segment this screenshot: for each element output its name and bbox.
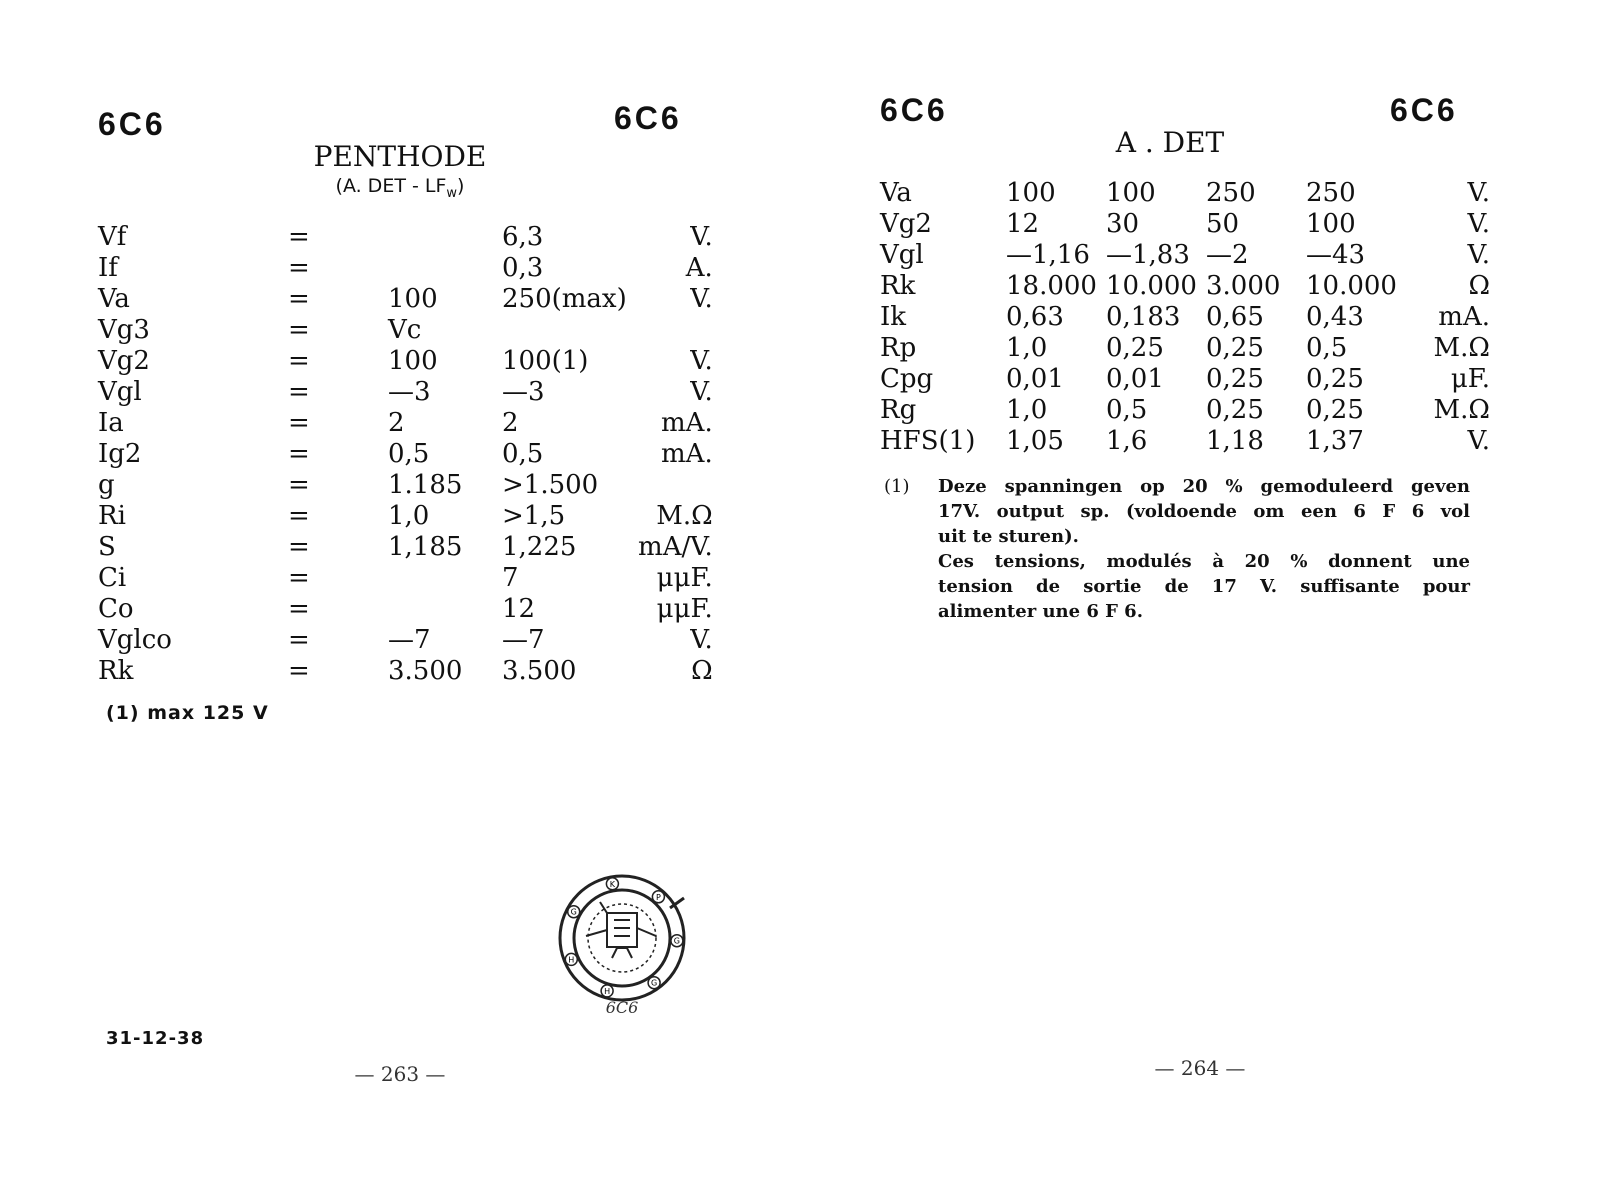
unit: V. — [690, 284, 713, 314]
parameter-symbol: Co — [98, 594, 134, 624]
value-col4: 1,37 — [1306, 426, 1364, 456]
value-col2: 3.500 — [502, 656, 577, 686]
value-col2: —7 — [502, 625, 545, 655]
value-col1: 3.500 — [388, 656, 463, 686]
value-col2: 1,225 — [502, 532, 577, 562]
socket-pin-label: P — [655, 892, 661, 902]
unit: Ω — [691, 656, 713, 686]
parameter-symbol: Rk — [880, 271, 916, 301]
parameter-symbol: Ri — [98, 501, 126, 531]
value-col1: 0,63 — [1006, 302, 1064, 332]
footnote-line: tension de sortie de 17 V. suffisante pour — [938, 576, 1470, 597]
value-col4: 250 — [1306, 178, 1356, 208]
page-subtitle: (A. DET - $LF_w$) — [335, 175, 465, 201]
parameter-symbol: g — [98, 470, 115, 500]
value-col1: 100 — [388, 346, 438, 376]
value-col2: >1,5 — [502, 501, 566, 531]
parameter-symbol: Rp — [880, 333, 917, 363]
value-col1: —7 — [388, 625, 431, 655]
detector-row — [880, 240, 1490, 271]
tube-socket-diagram — [552, 868, 692, 1008]
value-col2: 0,01 — [1106, 364, 1164, 394]
parameter-symbol: If — [98, 253, 118, 283]
value-col3: 0,25 — [1206, 395, 1264, 425]
parameter-row — [98, 408, 713, 439]
value-col2: 0,3 — [502, 253, 544, 283]
unit: A. — [685, 253, 713, 283]
value-col4: 0,5 — [1306, 333, 1348, 363]
parameter-symbol: Va — [98, 284, 130, 314]
tube-type-left: 6C6 — [880, 92, 948, 128]
value-col1 — [388, 594, 502, 625]
equals-sign: = — [288, 377, 310, 407]
equals-sign: = — [288, 222, 310, 252]
unit: mA. — [661, 408, 713, 438]
unit — [627, 315, 713, 346]
equals-sign: = — [288, 346, 310, 376]
parameter-symbol: Rg — [880, 395, 917, 425]
value-col3: 3.000 — [1206, 271, 1281, 301]
equals-sign: = — [288, 470, 310, 500]
equals-sign: = — [288, 656, 310, 686]
parameter-symbol: Vgl — [98, 377, 142, 407]
unit: mA. — [661, 439, 713, 469]
value-col2: 0,183 — [1106, 302, 1181, 332]
unit: V. — [1467, 209, 1490, 239]
value-col1: 1,05 — [1006, 426, 1064, 456]
unit: V. — [1467, 178, 1490, 208]
parameter-row — [98, 563, 713, 594]
detector-row — [880, 271, 1490, 302]
parameter-row — [98, 594, 713, 625]
equals-sign: = — [288, 501, 310, 531]
value-col1: —1,16 — [1006, 240, 1090, 270]
value-col3: 1,18 — [1206, 426, 1264, 456]
value-col2: 250(max) — [502, 284, 627, 314]
parameter-row — [98, 439, 713, 470]
value-col1: 2 — [388, 408, 405, 438]
tube-type-right: 6C6 — [614, 100, 682, 136]
socket-pin-label: H — [604, 986, 611, 996]
socket-pin-label: H — [568, 955, 575, 965]
parameter-table — [98, 222, 713, 687]
value-col1: 100 — [1006, 178, 1056, 208]
value-col1: 100 — [388, 284, 438, 314]
detector-table — [880, 178, 1490, 457]
parameter-row — [98, 656, 713, 687]
value-col1: 1.185 — [388, 470, 463, 500]
page-title: A . DET — [1115, 126, 1225, 159]
value-col2: 30 — [1106, 209, 1140, 239]
unit: V. — [1467, 240, 1490, 270]
value-col3: 0,65 — [1206, 302, 1264, 332]
footnote: (1) max 125 V — [106, 702, 269, 724]
value-col4: —43 — [1306, 240, 1366, 270]
value-col2: 6,3 — [502, 222, 544, 252]
value-col4: 100 — [1306, 209, 1356, 239]
tube-type-right: 6C6 — [1390, 92, 1458, 128]
unit: V. — [690, 625, 713, 655]
unit: V. — [690, 222, 713, 252]
value-col1 — [388, 253, 502, 284]
equals-sign: = — [288, 284, 310, 314]
parameter-row — [98, 470, 713, 501]
detector-row — [880, 333, 1490, 364]
equals-sign: = — [288, 563, 310, 593]
unit: mA. — [1438, 302, 1490, 332]
unit: M.Ω — [1433, 333, 1490, 363]
detector-row — [880, 178, 1490, 209]
value-col2: 100 — [1106, 178, 1156, 208]
unit: Ω — [1468, 271, 1490, 301]
parameter-symbol: S — [98, 532, 116, 562]
value-col2: —1,83 — [1106, 240, 1190, 270]
unit: V. — [690, 377, 713, 407]
unit: mA/V. — [638, 532, 713, 562]
value-col1: 1,0 — [1006, 333, 1048, 363]
value-col4: 0,43 — [1306, 302, 1364, 332]
detector-row — [880, 364, 1490, 395]
parameter-row — [98, 377, 713, 408]
value-col1: 1,185 — [388, 532, 463, 562]
value-col2: 0,5 — [1106, 395, 1148, 425]
value-col2 — [502, 315, 627, 346]
unit: μF. — [1450, 364, 1490, 394]
value-col2: 0,25 — [1106, 333, 1164, 363]
unit: M.Ω — [656, 501, 713, 531]
right-page — [800, 0, 1600, 1200]
parameter-row — [98, 532, 713, 563]
unit: V. — [690, 346, 713, 376]
parameter-symbol: Ik — [880, 302, 907, 332]
parameter-row — [98, 346, 713, 377]
parameter-row — [98, 222, 713, 253]
value-col1: —3 — [388, 377, 431, 407]
equals-sign: = — [288, 594, 310, 624]
value-col1: 12 — [1006, 209, 1040, 239]
parameter-symbol: Vg2 — [880, 209, 932, 239]
value-col2: 7 — [502, 563, 519, 593]
parameter-symbol: Va — [880, 178, 912, 208]
value-col1: 0,01 — [1006, 364, 1064, 394]
parameter-symbol: HFS(1) — [880, 426, 976, 456]
value-col2: 12 — [502, 594, 536, 624]
value-col1 — [388, 563, 502, 594]
value-col3: —2 — [1206, 240, 1249, 270]
footnote-french — [938, 549, 1470, 624]
parameter-symbol: Vf — [98, 222, 127, 252]
value-col2: 10.000 — [1106, 271, 1197, 301]
page-number: — 263 — — [354, 1062, 446, 1086]
parameter-symbol: Vgl — [880, 240, 924, 270]
unit: V. — [1467, 426, 1490, 456]
value-col3: 0,25 — [1206, 364, 1264, 394]
page-title: PENTHODE — [313, 140, 487, 173]
print-date: 31-12-38 — [106, 1028, 205, 1049]
tube-type-left: 6C6 — [98, 106, 166, 142]
parameter-row — [98, 284, 713, 315]
detector-row — [880, 209, 1490, 240]
page-number: — 264 — — [1154, 1056, 1246, 1080]
equals-sign: = — [288, 532, 310, 562]
parameter-symbol: Vglco — [98, 625, 172, 655]
detector-row — [880, 395, 1490, 426]
parameter-symbol: Ig2 — [98, 439, 142, 469]
value-col2: >1.500 — [502, 470, 599, 500]
equals-sign: = — [288, 315, 310, 345]
footnote-line: 17V. output sp. (voldoende om een 6 F 6 vol — [938, 501, 1470, 522]
value-col1: 1,0 — [388, 501, 430, 531]
parameter-symbol: Vg2 — [98, 346, 150, 376]
value-col1: 1,0 — [1006, 395, 1048, 425]
value-col2: 0,5 — [502, 439, 544, 469]
equals-sign: = — [288, 253, 310, 283]
footnote-line: uit te sturen). — [938, 526, 1079, 547]
detector-row — [880, 302, 1490, 333]
equals-sign: = — [288, 625, 310, 655]
footnote-line: alimenter une 6 F 6. — [938, 601, 1143, 622]
value-col2: 100(1) — [502, 346, 589, 376]
unit: μμF. — [656, 594, 713, 624]
value-col1 — [388, 222, 502, 253]
value-col3: 250 — [1206, 178, 1256, 208]
value-col4: 10.000 — [1306, 271, 1397, 301]
value-col4: 0,25 — [1306, 395, 1364, 425]
footnote-line: Deze spanningen op 20 % gemoduleerd geven — [938, 476, 1470, 497]
footnote-line: Ces tensions, modulés à 20 % donnent une — [938, 551, 1470, 572]
footnote-mark: (1) — [884, 476, 910, 497]
parameter-symbol: Ia — [98, 408, 124, 438]
value-col2: —3 — [502, 377, 545, 407]
value-col2: 1,6 — [1106, 426, 1148, 456]
socket-pin-label: K — [609, 879, 616, 889]
value-col4: 0,25 — [1306, 364, 1364, 394]
detector-row — [880, 426, 1490, 457]
value-col3: 0,25 — [1206, 333, 1264, 363]
parameter-row — [98, 501, 713, 532]
socket-pin-label: G — [673, 936, 681, 946]
socket-pin-label: G — [570, 907, 577, 917]
footnote — [884, 474, 1470, 624]
unit — [627, 470, 713, 501]
value-col1: Vc — [388, 315, 422, 345]
unit: μμF. — [656, 563, 713, 593]
equals-sign: = — [288, 408, 310, 438]
parameter-symbol: Ci — [98, 563, 127, 593]
value-col1: 18.000 — [1006, 271, 1097, 301]
parameter-symbol: Vg3 — [98, 315, 150, 345]
value-col1: 0,5 — [388, 439, 430, 469]
socket-pin-label: G — [650, 978, 658, 988]
parameter-symbol: Cpg — [880, 364, 934, 394]
value-col2: 2 — [502, 408, 519, 438]
unit: M.Ω — [1433, 395, 1490, 425]
equals-sign: = — [288, 439, 310, 469]
parameter-row — [98, 625, 713, 656]
socket-label: 6C6 — [605, 998, 639, 1017]
value-col3: 50 — [1206, 209, 1240, 239]
parameter-row — [98, 315, 713, 346]
parameter-symbol: Rk — [98, 656, 134, 686]
parameter-row — [98, 253, 713, 284]
footnote-dutch — [938, 474, 1470, 549]
